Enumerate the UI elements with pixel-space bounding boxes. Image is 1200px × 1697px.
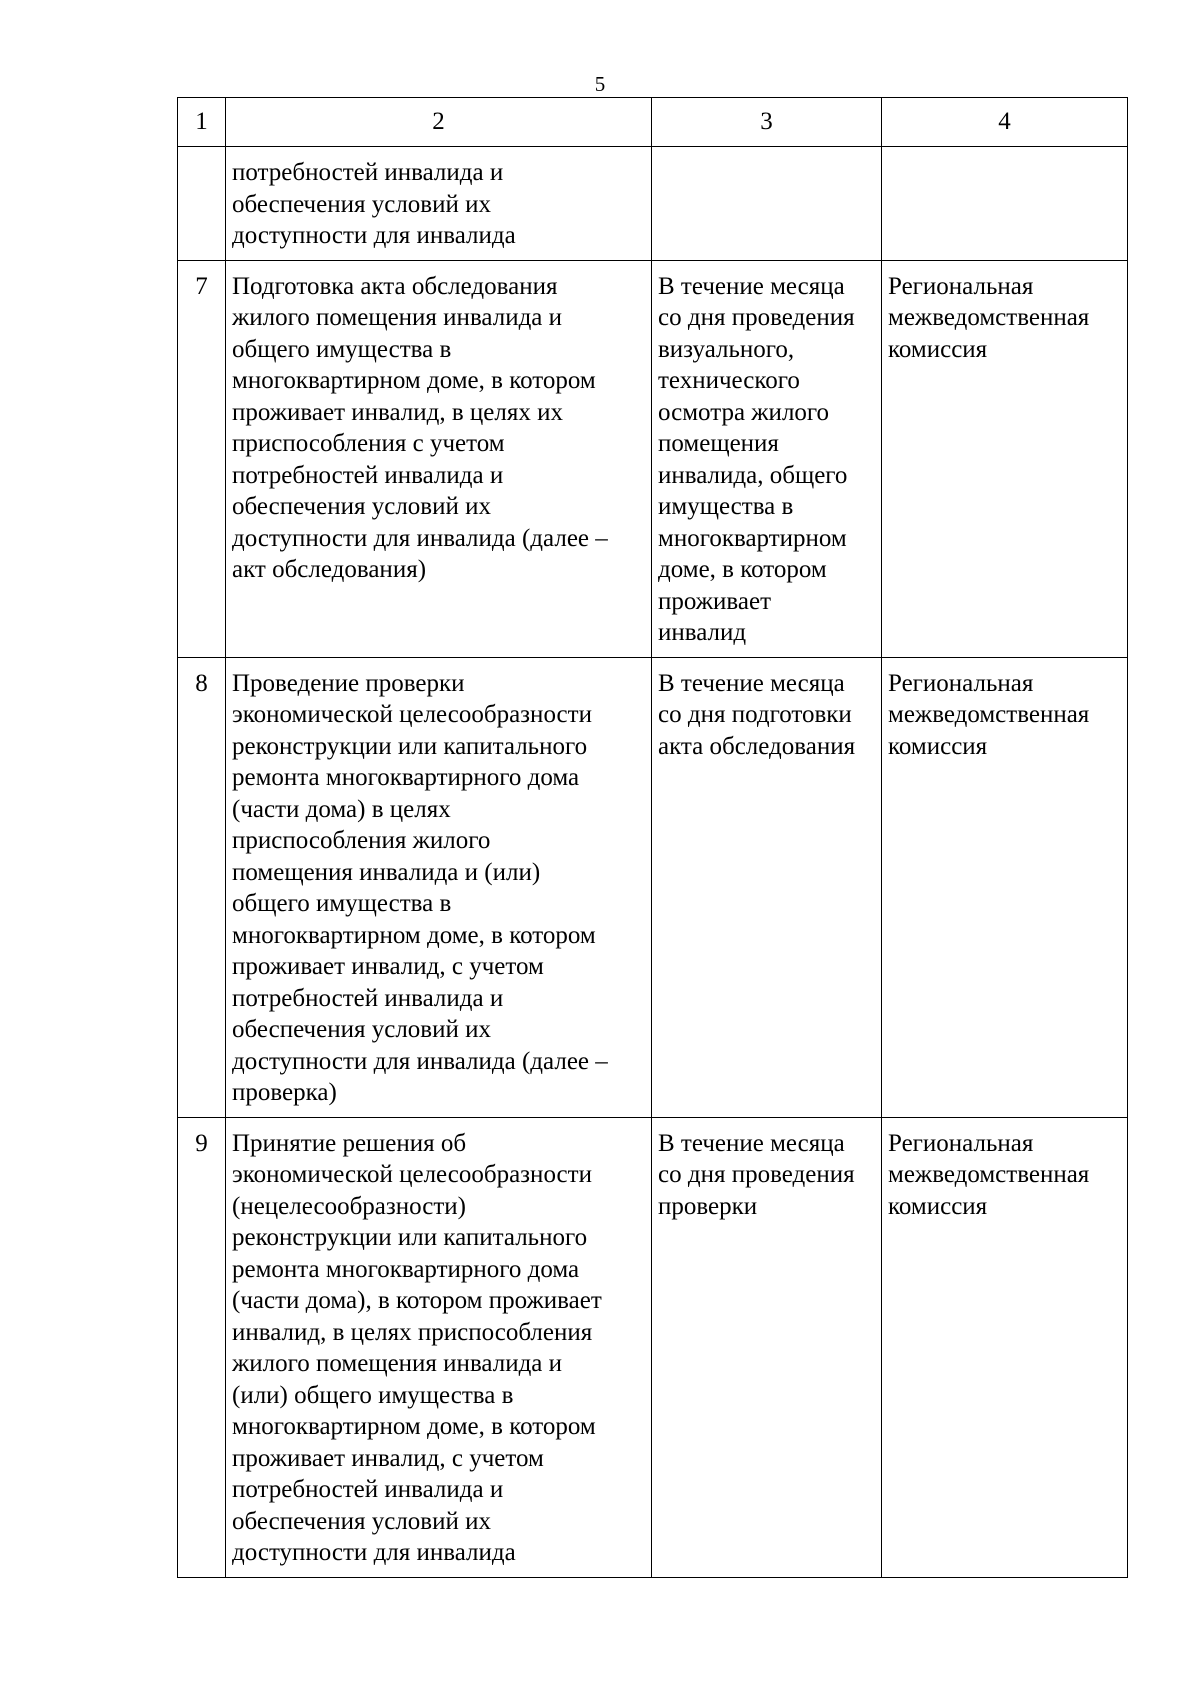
cell-line: ремонта многоквартирного дома: [232, 1255, 580, 1283]
cell-line: акта обследования: [658, 732, 856, 760]
cell-line: доступности для инвалида: [232, 222, 516, 249]
table-row: [178, 1117, 1128, 1577]
cell-line: акт обследования): [232, 556, 427, 583]
page-number: 5: [594, 72, 606, 96]
cell-line: со дня проведения: [658, 1161, 855, 1188]
row-description: [226, 657, 652, 1117]
row-responsible: [882, 147, 1128, 261]
cell-line: Принятие решения об: [232, 1129, 467, 1157]
row-deadline: [652, 1117, 882, 1577]
row-description: [226, 1117, 652, 1577]
cell-line: жилого помещения инвалида и: [232, 1350, 563, 1377]
cell-line: потребностей инвалида и: [232, 984, 504, 1012]
cell-line: (нецелесообразности): [232, 1192, 466, 1220]
cell-line: проживает инвалид, с учетом: [232, 1444, 544, 1472]
cell-line: потребностей инвалида и: [232, 461, 504, 489]
row-number: [178, 147, 226, 261]
cell-line: обеспечения условий их: [232, 493, 491, 520]
table-row: [178, 260, 1128, 657]
cell-line: обеспечения условий их: [232, 190, 491, 218]
cell-line: доступности для инвалида: [232, 1539, 516, 1566]
row-deadline: [652, 147, 882, 261]
cell-line: многоквартирном доме, в котором: [232, 367, 596, 394]
cell-line: реконструкции или капитального: [232, 732, 588, 760]
cell-line: межведомственная: [888, 1161, 1090, 1188]
cell-line: комиссия: [888, 335, 988, 363]
cell-line: Региональная: [888, 1129, 1034, 1157]
cell-line: общего имущества в: [232, 335, 452, 363]
row-description: [226, 147, 652, 261]
cell-line: В течение месяца: [658, 272, 845, 300]
cell-line: В течение месяца: [658, 669, 845, 697]
table-row: [178, 147, 1128, 261]
cell-line: приспособления жилого: [232, 827, 491, 854]
cell-line: имущества в: [658, 493, 794, 520]
cell-line: реконструкции или капитального: [232, 1224, 588, 1251]
cell-line: приспособления с учетом: [232, 430, 505, 457]
cell-line: многоквартирном: [658, 524, 847, 552]
column-header-2: 2: [226, 98, 652, 147]
cell-line: многоквартирном доме, в котором: [232, 1413, 596, 1440]
cell-line: доступности для инвалида (далее –: [232, 524, 608, 552]
cell-line: проживает инвалид, в целях их: [232, 398, 564, 426]
cell-line: Проведение проверки: [232, 669, 465, 697]
row-deadline: [652, 260, 882, 657]
cell-line: потребностей инвалида и: [232, 1476, 504, 1503]
cell-line: инвалид, в целях приспособления: [232, 1318, 593, 1346]
row-responsible: [882, 657, 1128, 1117]
table-header-row: [178, 98, 1128, 147]
row-number: 9: [178, 1117, 226, 1577]
cell-line: экономической целесообразности: [232, 1161, 592, 1188]
cell-line: проверки: [658, 1192, 758, 1220]
cell-line: инвалида, общего: [658, 461, 848, 489]
column-header-4: 4: [882, 98, 1128, 147]
cell-line: (или) общего имущества в: [232, 1381, 514, 1409]
cell-line: потребностей инвалида и: [232, 159, 504, 186]
cell-line: экономической целесообразности: [232, 701, 592, 728]
row-description: [226, 260, 652, 657]
cell-line: осмотра жилого: [658, 398, 830, 426]
row-deadline: [652, 657, 882, 1117]
cell-line: проверка): [232, 1079, 337, 1106]
cell-line: Региональная: [888, 272, 1034, 300]
cell-line: (части дома) в целях: [232, 795, 451, 823]
row-number: 8: [178, 657, 226, 1117]
cell-line: технического: [658, 367, 800, 394]
cell-line: доступности для инвалида (далее –: [232, 1047, 608, 1075]
column-header-3: 3: [652, 98, 882, 147]
cell-line: комиссия: [888, 732, 988, 760]
cell-line: межведомственная: [888, 701, 1090, 728]
cell-line: инвалид: [658, 619, 747, 646]
cell-line: доме, в котором: [658, 556, 827, 583]
cell-line: обеспечения условий их: [232, 1016, 491, 1043]
cell-line: со дня проведения: [658, 304, 855, 331]
cell-line: В течение месяца: [658, 1129, 845, 1157]
cell-line: помещения: [658, 430, 779, 457]
cell-line: комиссия: [888, 1192, 988, 1220]
cell-line: ремонта многоквартирного дома: [232, 764, 580, 791]
cell-line: (части дома), в котором проживает: [232, 1287, 602, 1314]
cell-line: со дня подготовки: [658, 701, 852, 728]
procedure-table: [177, 97, 1128, 1578]
cell-line: проживает: [658, 587, 772, 615]
cell-line: Подготовка акта обследования: [232, 272, 558, 300]
row-responsible: [882, 260, 1128, 657]
row-number: 7: [178, 260, 226, 657]
cell-line: жилого помещения инвалида и: [232, 304, 563, 331]
cell-line: Региональная: [888, 669, 1034, 697]
cell-line: межведомственная: [888, 304, 1090, 331]
column-header-1: 1: [178, 98, 226, 147]
cell-line: общего имущества в: [232, 890, 452, 917]
table-row: [178, 657, 1128, 1117]
cell-line: визуального,: [658, 335, 795, 363]
row-responsible: [882, 1117, 1128, 1577]
cell-line: помещения инвалида и (или): [232, 858, 541, 886]
cell-line: проживает инвалид, с учетом: [232, 953, 544, 980]
cell-line: многоквартирном доме, в котором: [232, 921, 596, 949]
cell-line: обеспечения условий их: [232, 1507, 491, 1535]
